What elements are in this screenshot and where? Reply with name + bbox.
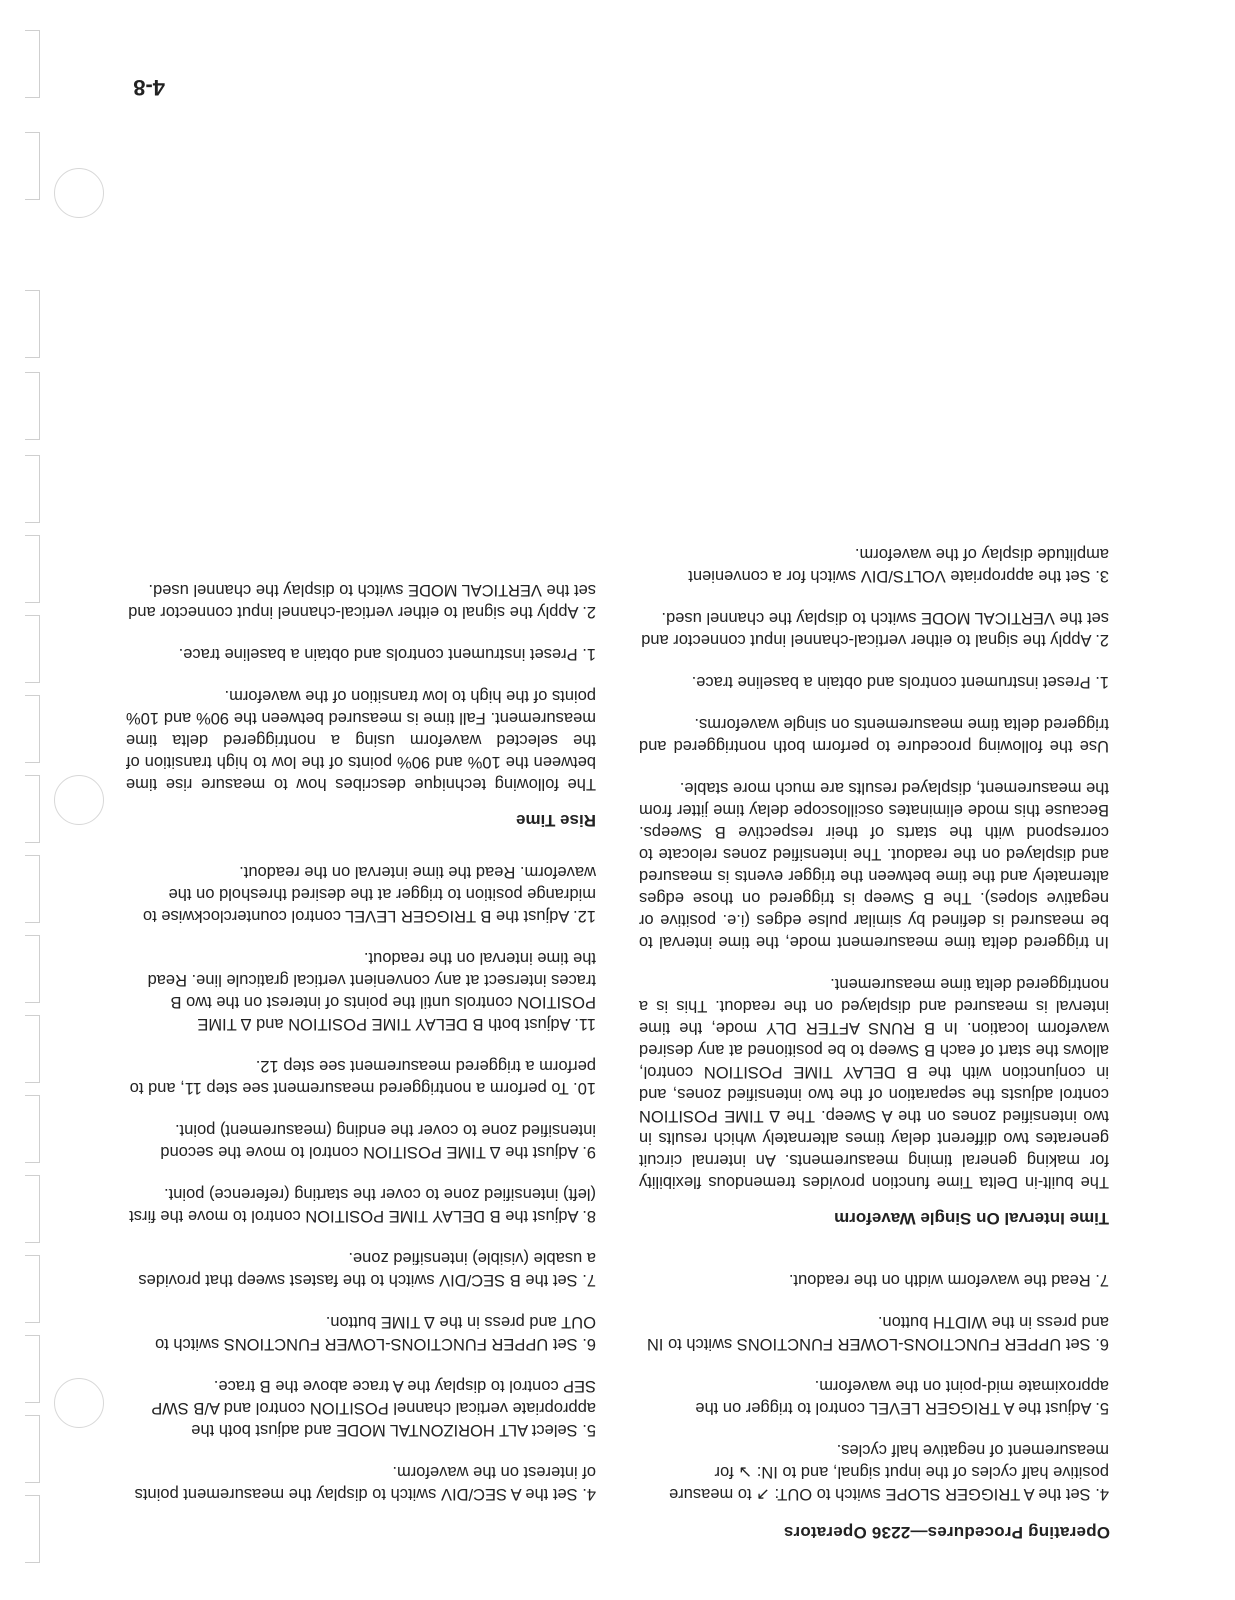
step-number: 6.	[1095, 1335, 1109, 1353]
step-number: 8.	[582, 1207, 596, 1225]
step-item	[639, 1311, 1109, 1355]
step-text: Select ALT HORIZONTAL MODE and adjust both the appropriate vertical channel POSITION control and A/B SWP SEP control to display the A trace above the B trace.	[151, 1377, 596, 1439]
step-text: To perform a nontriggered measurement see step 11, and to perform a triggered measurement see step 12.	[129, 1057, 596, 1097]
step-text: Set the appropriate VOLTS/DIV switch for a convenient amplitude display of the waveform.	[688, 545, 1109, 585]
step-item	[126, 643, 596, 665]
page-number: 4-8	[133, 75, 165, 100]
step-item	[126, 1119, 596, 1163]
step-number: 11.	[574, 1015, 596, 1033]
step-item	[639, 671, 1109, 693]
step-item	[126, 1055, 596, 1099]
step-number: 4.	[582, 1485, 596, 1503]
page-header: Operating Procedures—2236 Operators	[783, 1523, 1110, 1542]
paragraph: In triggered delta time measurement mode, the time interval to be measured is defined by similar pulse edges (i.e. positive or negative slopes). The B Sweep is triggered on those edges alternately and the time between the trigger events is measured and displayed on the readout. The intensified zones relocate to correspond with the starts of their respective B Sweeps. Because this mode eliminates oscilloscope delay time jitter from the measurement, displayed results are much more stable.	[639, 779, 1109, 951]
step-number: 5.	[582, 1421, 596, 1439]
step-number: 7.	[582, 1271, 596, 1289]
step-number: 5.	[1095, 1399, 1109, 1417]
step-text: Adjust the A TRIGGER LEVEL control to trigger on the approximate mid-point on the waveform.	[695, 1377, 1109, 1417]
step-text: Apply the signal to either vertical-channel input connector and set the VERTICAL MODE switch to display the channel used.	[641, 609, 1109, 649]
section-title: Rise Time	[515, 811, 596, 830]
step-text: Read the waveform width on the readout.	[788, 1271, 1091, 1289]
step-number: 1.	[1095, 673, 1109, 691]
step-number: 2.	[582, 603, 596, 621]
step-item	[126, 1375, 596, 1441]
step-number: 4.	[1095, 1485, 1109, 1503]
step-text: Set the A TRIGGER SLOPE switch to OUT: ↗ to measure positive half cycles of the input signal, and to IN: ↘ for measurement of negative half cycles.	[669, 1441, 1109, 1503]
step-item	[126, 1247, 596, 1291]
step-text: Adjust the B DELAY TIME POSITION control to move the first (left) intensified zone to cover the starting (reference) point.	[129, 1185, 596, 1225]
paragraph: Use the following procedure to perform both nontriggered and triggered delta time measurements on single waveforms.	[639, 715, 1109, 755]
step-number: 10.	[573, 1079, 596, 1097]
step-text: Set UPPER FUNCTIONS-LOWER FUNCTIONS switch to IN and press in the WIDTH button.	[646, 1313, 1109, 1353]
step-number: 3.	[1095, 567, 1109, 585]
step-item	[639, 1375, 1109, 1419]
step-item	[639, 607, 1109, 651]
step-text: Adjust the Δ TIME POSITION control to move the second intensified zone to cover the ending (measurement) point.	[160, 1121, 596, 1161]
step-text: Preset instrument controls and obtain a baseline trace.	[178, 645, 578, 663]
step-item	[126, 1311, 596, 1355]
step-item	[639, 1269, 1109, 1291]
step-number: 1.	[582, 645, 596, 663]
step-item	[639, 1439, 1109, 1505]
paragraph: The built-in Delta Time function provides tremendous flexibility for making general timing measurements. An internal circuit generates two different delay times alternately which results in two intensified zones on the A Sweep. The Δ TIME POSITION control adjusts the separation of the two intensified zones, and in conjunction with the B DELAY TIME POSITION control, allows the start of each B Sweep to be positioned at any desired waveform location. In B RUNS AFTER DLY mode, the time interval is measured and displayed on the readout. This is a nontriggered delta time measurement.	[639, 975, 1109, 1191]
left-column	[639, 523, 1109, 1505]
step-number: 9.	[582, 1143, 596, 1161]
step-item	[126, 947, 596, 1035]
step-item	[126, 1461, 596, 1505]
section-title: Time Interval On Single Waveform	[834, 1209, 1109, 1228]
step-text: Preset instrument controls and obtain a baseline trace.	[691, 673, 1091, 691]
step-number: 12.	[573, 907, 596, 925]
step-item	[126, 861, 596, 927]
step-text: Set the B SEC/DIV switch to the fastest sweep that provides a usable (visible) intensified zone.	[138, 1249, 596, 1289]
step-text: Set the A SEC/DIV switch to display the measurement points of interest on the waveform.	[134, 1463, 596, 1503]
step-number: 2.	[1095, 631, 1109, 649]
step-text: Adjust both B DELAY TIME POSITION and Δ TIME POSITION controls until the points of interest on the two B traces intersect at any convenient vertical graticule line. Read the time interval on the readout.	[147, 949, 596, 1033]
step-item	[126, 1183, 596, 1227]
paragraph: The following technique describes how to measure rise time between the 10% and 90% points of the low to high transition of the selected waveform using a nontriggered delta time measurement. Fall time is measured between the 90% and 10% points of the high to low transition of the waveform.	[126, 687, 596, 793]
step-text: Apply the signal to either vertical-channel input connector and set the VERTICAL MODE switch to display the channel used.	[128, 581, 596, 621]
step-number: 6.	[582, 1335, 596, 1353]
right-column	[126, 559, 596, 1505]
step-item	[639, 543, 1109, 587]
step-item	[126, 579, 596, 623]
step-number: 7.	[1095, 1271, 1109, 1289]
step-text: Set UPPER FUNCTIONS-LOWER FUNCTIONS switch to OUT and press in the Δ TIME button.	[155, 1313, 596, 1353]
step-text: Adjust the B TRIGGER LEVEL control counterclockwise to midrange position to trigger at the desired threshold on the waveform. Read the time interval on the readout.	[142, 863, 596, 925]
